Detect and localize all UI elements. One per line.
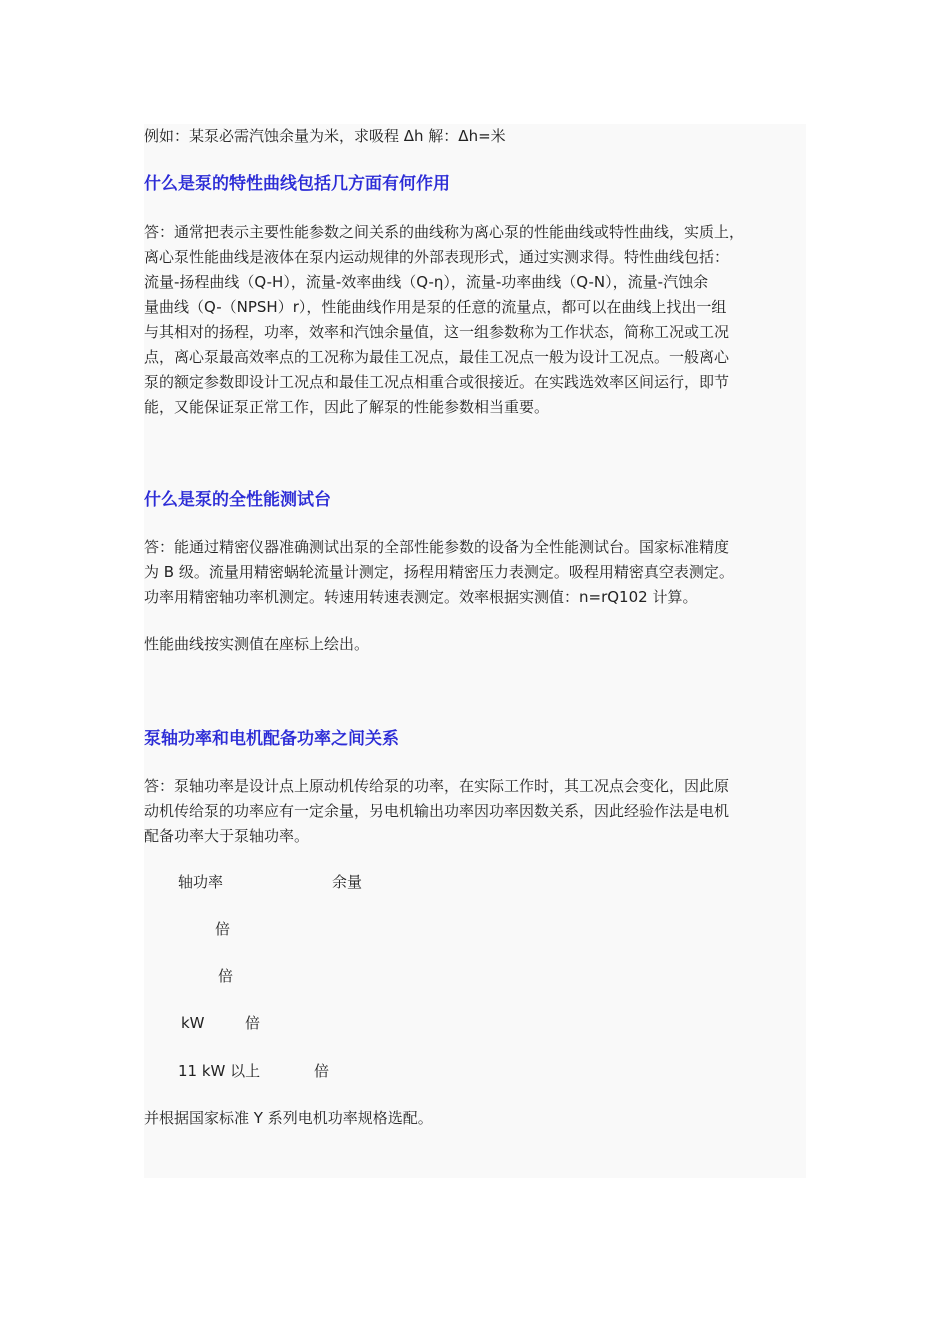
answer-characteristic-curve	[144, 220, 806, 420]
answer-test-bench	[144, 535, 806, 610]
paragraph-line: 动机传给泵的功率应有一定余量，另电机输出功率因功率因数关系，因此经验作法是电机	[144, 802, 730, 820]
paragraph-line: 离心泵性能曲线是液体在泵内运动规律的外部表现形式，通过实测求得。特性曲线包括：	[144, 248, 730, 266]
paragraph-line: 答：通常把表示主要性能参数之间关系的曲线称为离心泵的性能曲线或特性曲线，实质上，	[144, 223, 745, 241]
answer-shaft-power	[144, 774, 806, 849]
paragraph-line: 答：能通过精密仪器准确测试出泵的全部性能参数的设备为全性能测试台。国家标准精度	[144, 538, 730, 556]
paragraph-line: 泵的额定参数即设计工况点和最佳工况点相重合或很接近。在实践选效率区间运行，即节	[144, 373, 730, 391]
paragraph-line: 流量-扬程曲线（Q-H），流量-效率曲线（Q-η），流量-功率曲线（Q-N），流量-汽蚀余	[144, 273, 709, 291]
paragraph-line: 点，离心泵最高效率点的工况称为最佳工况点，最佳工况点一般为设计工况点。一般离心	[144, 348, 730, 366]
paragraph-line: 功率用精密轴功率机测定。转速用转速表测定。效率根据实测值：n=rQ102 计算。	[144, 588, 698, 606]
paragraph-line: 答：泵轴功率是设计点上原动机传给泵的功率，在实际工作时，其工况点会变化，因此原	[144, 777, 730, 795]
note-text: 性能曲线按实测值在座标上绘出。	[144, 635, 370, 653]
table-cell-margin: 倍	[314, 1062, 330, 1080]
table-cell-power: 11 kW 以上	[178, 1062, 261, 1080]
paragraph-line: 与其相对的扬程，功率，效率和汽蚀余量值，这一组参数称为工作状态，简称工况或工况	[144, 323, 730, 341]
heading-shaft-power: 泵轴功率和电机配备功率之间关系	[144, 729, 399, 749]
table-header-power: 轴功率	[178, 873, 224, 891]
intro-text: 例如：某泵必需汽蚀余量为米，求吸程 Δh 解：Δh=米	[144, 127, 506, 145]
paragraph-line: 配备功率大于泵轴功率。	[144, 827, 310, 845]
table-cell-margin: 倍	[218, 967, 234, 985]
table-cell-power: kW	[181, 1014, 205, 1032]
table-header-margin: 余量	[332, 873, 363, 891]
footer-text: 并根据国家标准 Y 系列电机功率规格选配。	[144, 1109, 433, 1127]
heading-characteristic-curve: 什么是泵的特性曲线包括几方面有何作用	[144, 174, 450, 194]
paragraph-line: 量曲线（Q-（NPSH）r），性能曲线作用是泵的任意的流量点，都可以在曲线上找出一组	[144, 298, 727, 316]
table-cell-margin: 倍	[245, 1014, 261, 1032]
heading-test-bench: 什么是泵的全性能测试台	[144, 490, 331, 510]
paragraph-line: 为 B 级。流量用精密蜗轮流量计测定，扬程用精密压力表测定。吸程用精密真空表测定。	[144, 563, 734, 581]
table-cell-margin: 倍	[215, 920, 231, 938]
paragraph-line: 能，又能保证泵正常工作，因此了解泵的性能参数相当重要。	[144, 398, 550, 416]
